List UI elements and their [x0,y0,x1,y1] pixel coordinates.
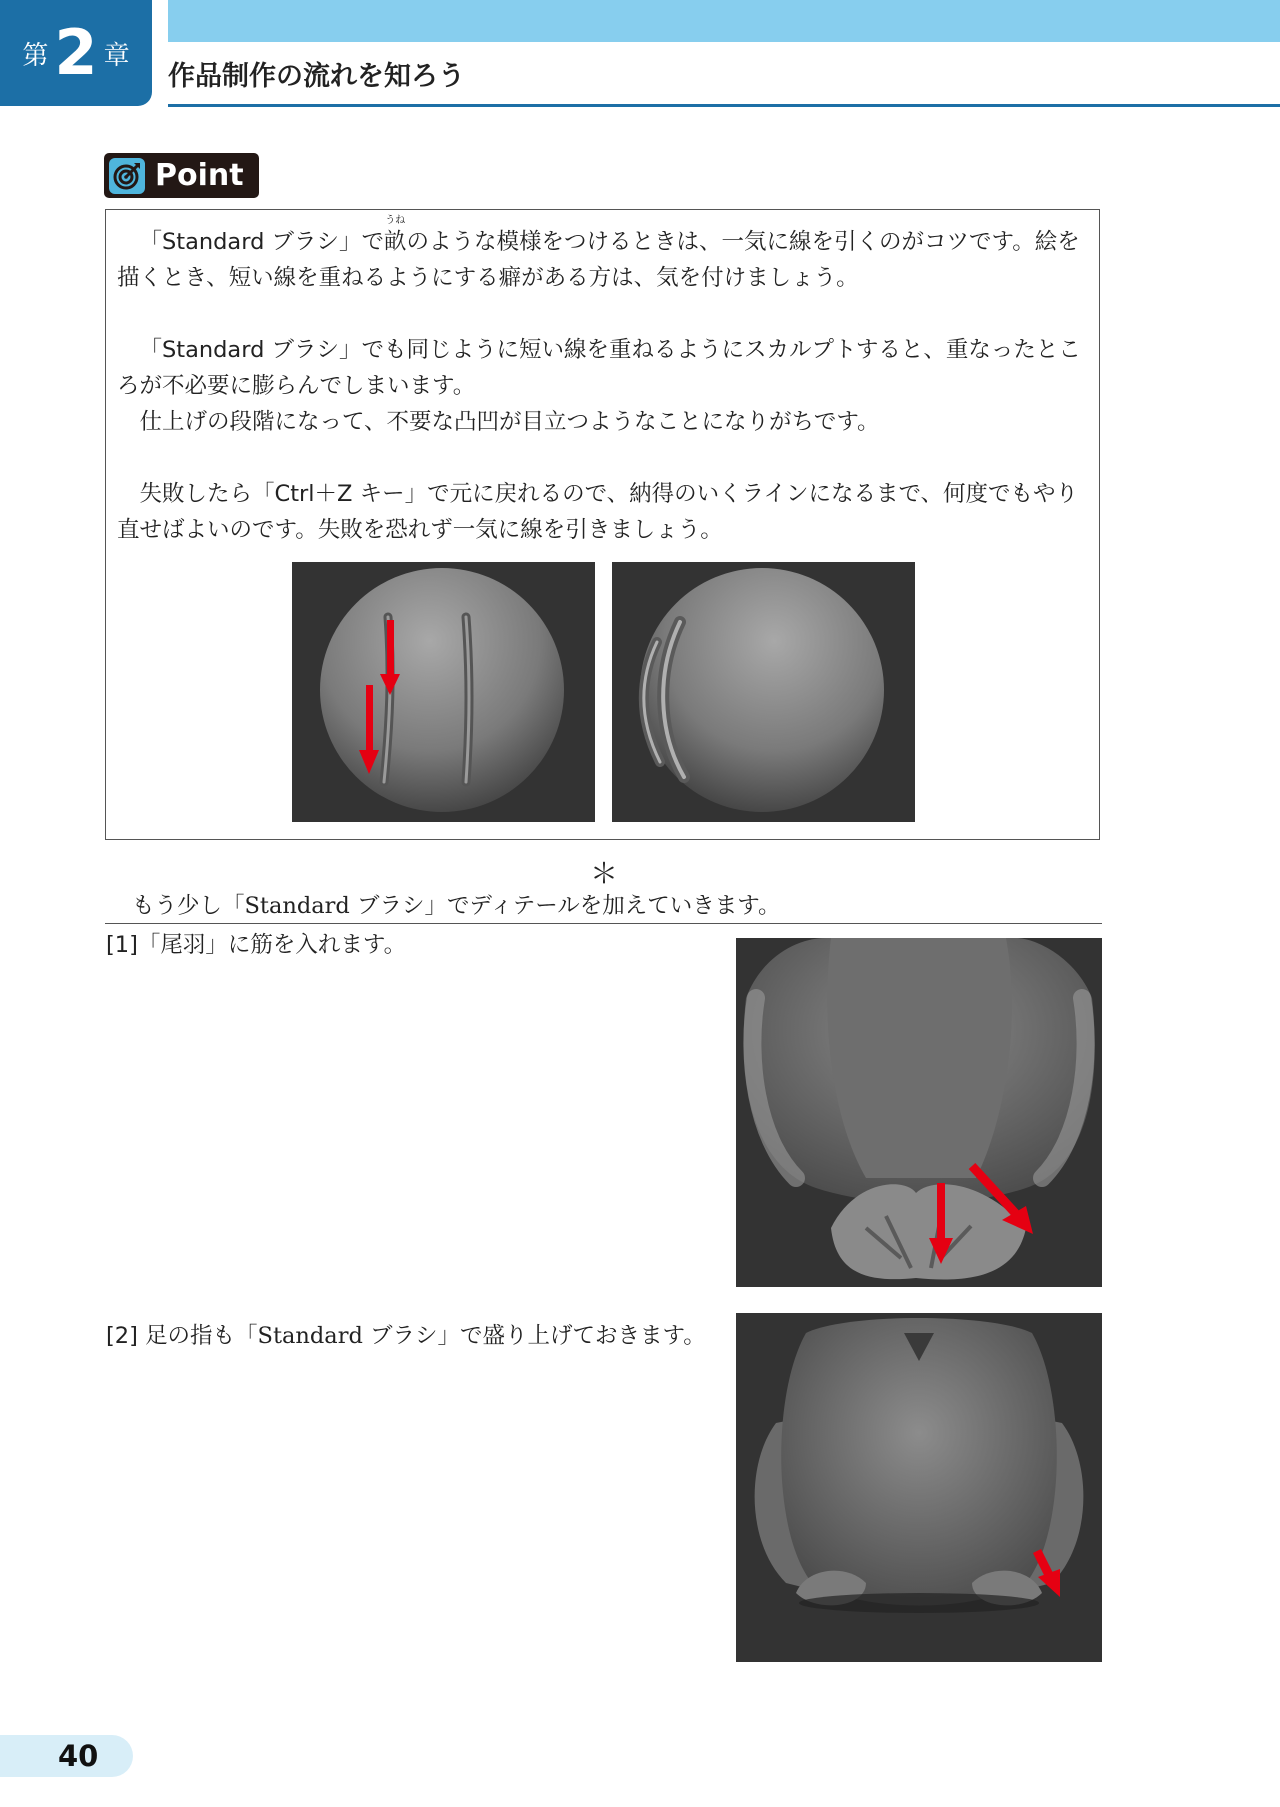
chapter-number: 2 [54,16,98,89]
point-label: Point [155,158,244,193]
intro-text: もう少し「Standard ブラシ」でディテールを加えていきます。 [132,893,781,919]
ruby-text: うね [385,215,406,226]
point-paragraph-4: 失敗したら「Ctrl＋Z キー」で元に戻れるので、納得のいくラインになるまで、何度でもやり直せばよいのです。失敗を恐れず一気に線を引きましょう。 [117,481,1079,543]
step-text: 「尾羽」に筋を入れます。 [137,932,407,958]
point-badge [104,153,259,198]
point-text [117,215,1093,548]
step-2 [106,1318,706,1350]
point-box [105,209,1100,840]
point-paragraph-2: 「Standard ブラシ」でも同じように短い線を重ねるようにスカルプトすると、重なったところが不必要に膨らんでしまいます。 [117,337,1081,399]
step-text: 足の指も「Standard ブラシ」で盛り上げておきます。 [137,1323,706,1349]
header-band [168,0,1280,42]
point-paragraph-3: 仕上げの段階になって、不要な凸凹が目立つようなことになりがちです。 [139,409,880,435]
ruby-base: 畝 [384,229,407,255]
step-1 [106,927,406,959]
point-p1-a: 「Standard ブラシ」で [139,229,385,255]
owl-tail-image [736,938,1102,1287]
chapter-tab [0,0,152,106]
page-number: 40 [0,1735,133,1777]
ruby [384,215,407,260]
point-p1-b: のような模様をつけるときは、一気に線を引くのがコツです。絵を描くとき、短い線を重ねるようにする癖がある方は、気を付けましょう。 [117,229,1080,291]
chapter-suffix: 章 [103,40,130,71]
chapter-title: 作品制作の流れを知ろう [168,61,465,92]
step-number: [2] [106,1323,138,1349]
sphere-image-strokes [292,562,595,822]
intro-rule [105,923,1102,924]
target-icon [109,158,145,194]
chapter-prefix: 第 [22,40,49,71]
header-rule [168,104,1280,107]
separator-asterisk: ＊ [590,857,619,890]
point-paragraph-1 [117,215,1093,296]
sphere-image-result [612,562,915,822]
step-number: [1] [106,932,138,958]
owl-feet-image [736,1313,1102,1662]
